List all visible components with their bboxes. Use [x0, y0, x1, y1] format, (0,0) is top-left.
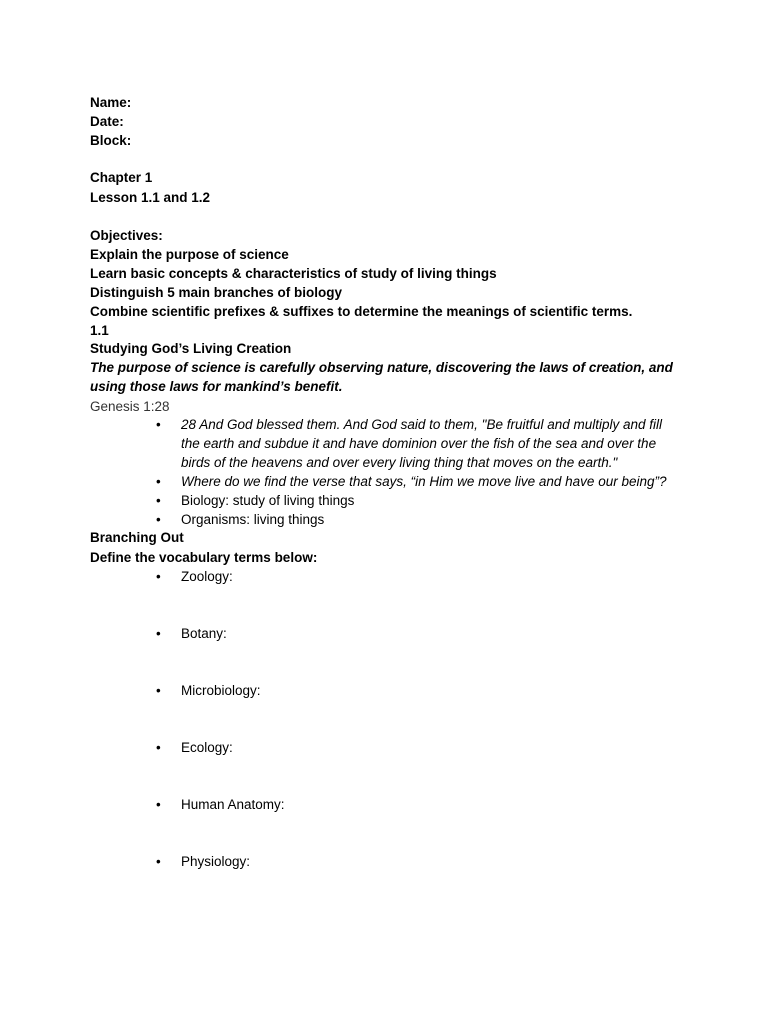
bullet-icon: •	[156, 854, 161, 869]
bullet-icon: •	[156, 417, 161, 432]
verse-line-2: the earth and subdue it and have dominion over the fish of the sea and over the	[181, 436, 657, 451]
vocab-term-label: Botany:	[181, 626, 227, 641]
bullet-icon: •	[156, 512, 161, 527]
bullet-icon: •	[156, 626, 161, 641]
bullet-icon: •	[156, 683, 161, 698]
bullet-icon: •	[156, 797, 161, 812]
organisms-definition: Organisms: living things	[181, 512, 325, 527]
vocab-term-label: Zoology:	[181, 569, 233, 584]
purpose-statement-line-1: The purpose of science is carefully observing nature, discovering the laws of creation, and	[90, 360, 673, 375]
section-number: 1.1	[90, 323, 109, 338]
objective-item: Distinguish 5 main branches of biology	[90, 285, 343, 300]
branching-out-heading: Branching Out	[90, 530, 184, 545]
verse-question: Where do we find the verse that says, “in Him we move live and have our being”?	[181, 474, 667, 489]
vocab-term-label: Physiology:	[181, 854, 251, 869]
biology-definition: Biology: study of living things	[181, 493, 355, 508]
lesson-title: Lesson 1.1 and 1.2	[90, 190, 211, 205]
verse-line-1: 28 And God blessed them. And God said to them, "Be fruitful and multiply and fill	[181, 417, 663, 432]
bullet-icon: •	[156, 474, 161, 489]
bullet-icon: •	[156, 493, 161, 508]
purpose-statement-line-2: using those laws for mankind’s benefit.	[90, 379, 343, 394]
name-label: Name:	[90, 95, 132, 110]
objective-item: Combine scientific prefixes & suffixes to determine the meanings of scientific terms.	[90, 304, 633, 319]
verse-line-3: birds of the heavens and over every living thing that moves on the earth."	[181, 455, 618, 470]
objective-item: Learn basic concepts & characteristics of study of living things	[90, 266, 497, 281]
date-label: Date:	[90, 114, 124, 129]
vocabulary-instruction: Define the vocabulary terms below:	[90, 550, 318, 565]
vocab-term-label: Human Anatomy:	[181, 797, 285, 812]
objectives-heading: Objectives:	[90, 228, 163, 243]
vocab-term-label: Microbiology:	[181, 683, 261, 698]
bullet-icon: •	[156, 569, 161, 584]
vocab-term-label: Ecology:	[181, 740, 233, 755]
bullet-icon: •	[156, 740, 161, 755]
block-label: Block:	[90, 133, 132, 148]
chapter-title: Chapter 1	[90, 170, 153, 185]
objective-item: Explain the purpose of science	[90, 247, 289, 262]
scripture-reference: Genesis 1:28	[90, 399, 170, 414]
section-title: Studying God’s Living Creation	[90, 341, 292, 356]
